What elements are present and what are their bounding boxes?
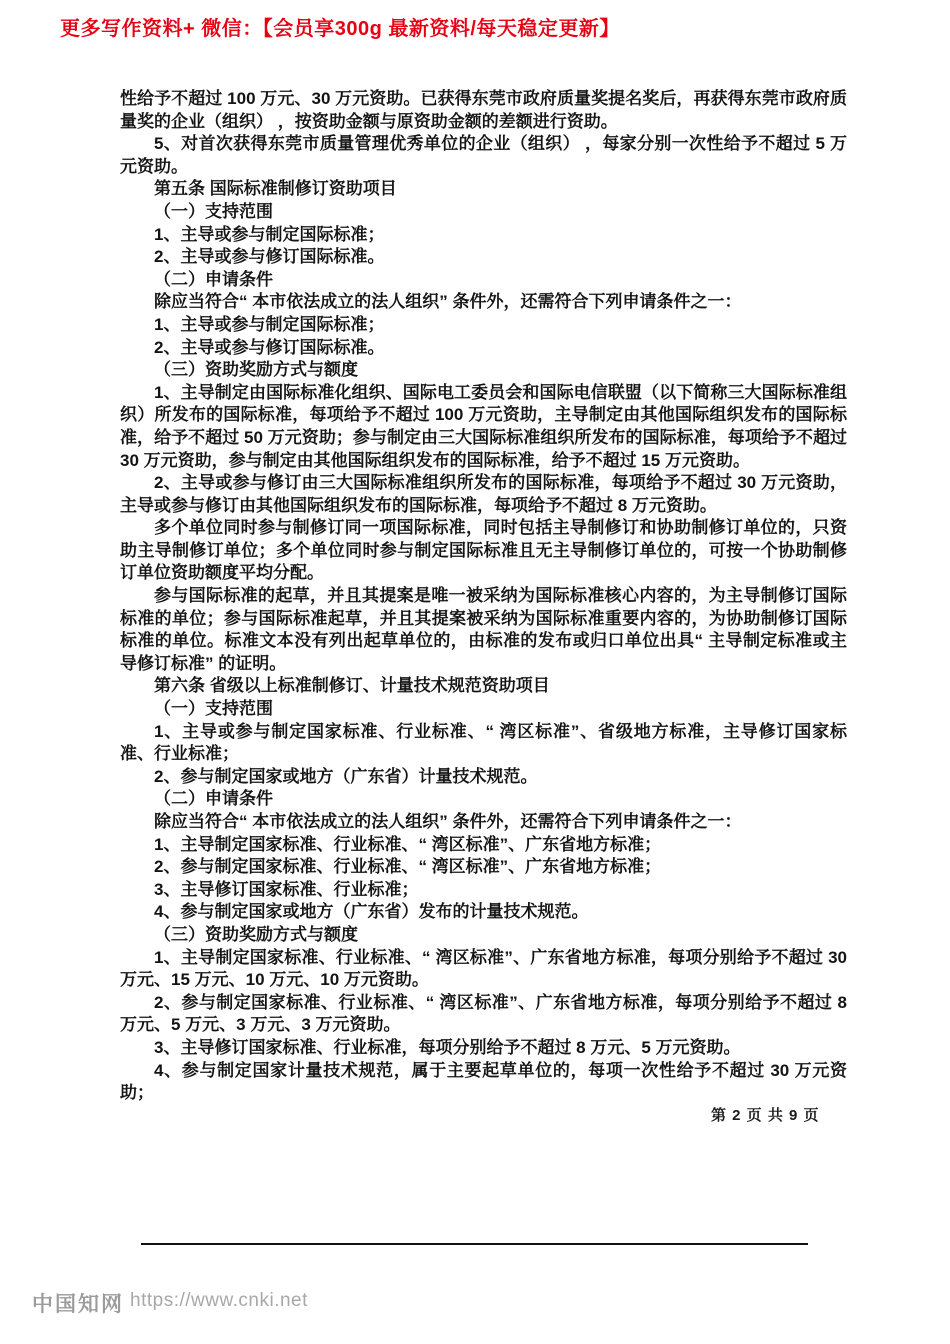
- paragraph: 2、参与制定国家或地方（广东省）计量技术规范。: [154, 766, 538, 786]
- paragraph: 2、主导或参与修订国际标准。: [154, 247, 385, 267]
- paragraph: 1、主导或参与制定国家标准、行业标准、“ 湾区标准”、省级地方标准，主导修订国家标准、行业标准；: [120, 721, 847, 764]
- paragraph: 多个单位同时参与制修订同一项国际标准，同时包括主导制修订和协助制修订单位的，只资助主导制修订单位；多个单位同时参与制定国际标准且无主导制修订单位的，可按一个协助制修订单位资助额度平均分配。: [120, 518, 847, 583]
- paragraph: 除应当符合“ 本市依法成立的法人组织” 条件外，还需符合下列申请条件之一：: [154, 292, 742, 312]
- document-body: [120, 88, 847, 1105]
- footer-divider-line: [141, 1243, 808, 1245]
- cnki-url-text: https://www.cnki.net: [130, 1290, 308, 1311]
- paragraph: 第五条 国际标准制修订资助项目: [154, 179, 397, 199]
- paragraph: （一）支持范围: [154, 699, 273, 719]
- paragraph: 1、主导制定国家标准、行业标准、“ 湾区标准”、广东省地方标准，每项分别给予不超过 30 万元、15 万元、10 万元、10 万元资助。: [120, 947, 847, 990]
- paragraph: 1、主导制定由国际标准化组织、国际电工委员会和国际电信联盟（以下简称三大国际标准组织）所发布的国际标准，每项给予不超过 100 万元资助，主导制定由其他国际组织发布的国际标准，给予不超过 50 万元资助；参与制定由三大国际标准组织所发布的国际标准，每项给予不超过 30 万元资助，参与制定由其他国际组织发布的国际标准，给予不超过 15 万元资助。: [120, 382, 847, 470]
- paragraph: 1、主导或参与制定国际标准；: [154, 224, 385, 244]
- paragraph: 4、参与制定国家计量技术规范，属于主要起草单位的，每项一次性给予不超过 30 万元资助；: [120, 1060, 847, 1103]
- paragraph: 参与国际标准的起草，并且其提案是唯一被采纳为国际标准核心内容的，为主导制修订国际标准的单位；参与国际标准起草，并且其提案被采纳为国际标准重要内容的，为协助制修订国际标准的单位。标准文本没有列出起草单位的，由标准的发布或归口单位出具“ 主导制定标准或主导修订标准” 的证明。: [120, 586, 847, 673]
- paragraph: 1、主导或参与制定国际标准；: [154, 314, 385, 334]
- cnki-brand-logo-text: 中国知网: [32, 1293, 124, 1316]
- paragraph: 4、参与制定国家或地方（广东省）发布的计量技术规范。: [154, 902, 589, 922]
- paragraph: 3、主导修订国家标准、行业标准；: [154, 879, 419, 899]
- paragraph: （二）申请条件: [154, 269, 273, 289]
- paragraph: （二）申请条件: [154, 789, 273, 809]
- paragraph: （一）支持范围: [154, 201, 273, 221]
- paragraph: （三）资助奖励方式与额度: [154, 924, 358, 944]
- paragraph: 2、主导或参与修订国际标准。: [154, 337, 385, 357]
- paragraph: 2、参与制定国家标准、行业标准、“ 湾区标准”、广东省地方标准，每项分别给予不超过 8 万元、5 万元、3 万元、3 万元资助。: [120, 992, 847, 1035]
- paragraph: 1、主导制定国家标准、行业标准、“ 湾区标准”、广东省地方标准；: [154, 834, 662, 854]
- paragraph: 2、参与制定国家标准、行业标准、“ 湾区标准”、广东省地方标准；: [154, 857, 662, 877]
- paragraph: 第六条 省级以上标准制修订、计量技术规范资助项目: [154, 676, 550, 696]
- paragraph: （三）资助奖励方式与额度: [154, 360, 358, 380]
- paragraph: 3、主导修订国家标准、行业标准，每项分别给予不超过 8 万元、5 万元资助。: [154, 1037, 741, 1057]
- paragraph: 性给予不超过 100 万元、30 万元资助。已获得东莞市政府质量奖提名奖后，再获得东莞市政府质量奖的企业（组织） ，按资助金额与原资助金额的差额进行资助。: [120, 89, 847, 131]
- paragraph: 5、对首次获得东莞市质量管理优秀单位的企业（组织） ，每家分别一次性给予不超过 5 万元资助。: [120, 134, 847, 176]
- paragraph: 除应当符合“ 本市依法成立的法人组织” 条件外，还需符合下列申请条件之一：: [154, 812, 742, 831]
- paragraph: 2、主导或参与修订由三大国际标准组织所发布的国际标准，每项给予不超过 30 万元资助，主导或参与修订由其他国际组织发布的国际标准，每项给予不超过 8 万元资助。: [120, 473, 847, 515]
- promo-banner-text: 更多写作资料+ 微信：【会员享300g 最新资料/每天稳定更新】: [60, 18, 620, 40]
- page-indicator: 第 2 页 共 9 页: [711, 1107, 820, 1124]
